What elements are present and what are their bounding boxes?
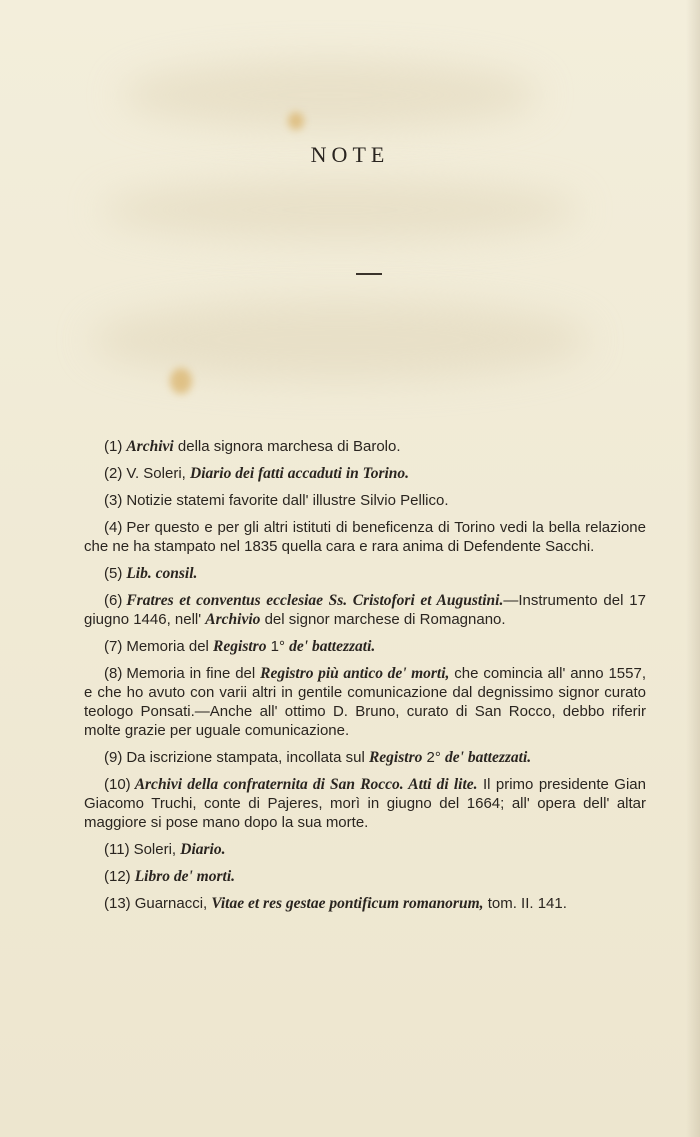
footnote-text: Guarnacci, [134,895,212,912]
footnote-8 [84,664,646,740]
footnote-italic-text: Diario dei fatti accaduti in Torino. [190,465,410,482]
page-title: NOTE [310,142,390,167]
footnote-number: (13) [104,895,131,912]
paper-stain [288,112,304,130]
footnote-11 [84,840,646,859]
footnote-5 [84,564,646,583]
footnote-text: 2° [422,749,446,766]
footnote-text: che comincia all' anno 1557, e che ho avuto con varii altri in gentile comunicazione dal degnissimo signor curato teologo Ponsati.—Anche all' ottimo D. Bruno, curato di San Rocco, debbo riferir molte grazie per uguale comunicazione. [84,665,646,739]
footnote-number: (2) [104,465,123,482]
footnote-number: (3) [104,492,123,509]
bleed-through-shadow [100,180,580,240]
footnote-12 [84,867,646,886]
footnote-1 [84,437,646,456]
footnote-2 [84,464,646,483]
footnote-7 [84,637,646,656]
bleed-through-shadow [90,300,590,380]
footnote-9 [84,748,646,767]
footnote-text: V. Soleri, [126,465,190,482]
footnote-italic-text: Libro de' morti. [134,868,236,885]
footnote-4 [84,518,646,556]
footnote-number: (9) [104,749,123,766]
footnote-number: (1) [104,438,123,455]
footnote-number: (6) [104,592,123,609]
footnote-number: (7) [104,638,123,655]
separator-rule [356,273,382,275]
footnote-text: Da iscrizione stampata, incollata sul [126,749,369,766]
footnote-3 [84,491,646,510]
footnote-italic-text: Registro [213,638,267,655]
footnote-italic-text: Diario. [180,841,226,858]
footnote-number: (8) [104,665,123,682]
footnote-number: (11) [104,841,130,858]
footnote-number: (10) [104,776,131,793]
notes-list [84,437,646,921]
footnote-number: (5) [104,565,123,582]
footnote-text: 1° [266,638,290,655]
page-edge-shadow [686,0,700,1137]
footnote-text: Memoria del [126,638,214,655]
footnote-10 [84,775,646,832]
footnote-italic-text: de' battezzati. [445,749,532,766]
footnote-italic-text: Archivio [205,611,261,628]
footnote-text: Soleri, [133,841,181,858]
footnote-italic-text: de' battezzati. [289,638,376,655]
footnote-text: tom. II. 141. [483,895,567,912]
bleed-through-shadow [120,60,540,130]
footnote-text: —Instrumento del 17 giugno 1446, nell' [84,592,646,628]
footnote-text: Notizie statemi favorite dall' illustre Silvio Pellico. [126,492,449,509]
footnote-text: della signora marchesa di Barolo. [173,438,401,455]
footnote-text: Per questo e per gli altri istituti di beneficenza di Torino vedi la bella relazione che ne ha stampato nel 1835 quella cara e rara anima di Defendente Sacchi. [84,519,646,555]
footnote-italic-text: Registro più antico de' morti, [260,665,450,682]
footnote-13 [84,894,646,913]
footnote-number: (4) [104,519,123,536]
paper-stain [170,368,192,394]
footnote-italic-text: Archivi della confraternita di San Rocco. Atti di lite. [134,776,478,793]
footnote-text: Memoria in fine del [126,665,261,682]
footnote-number: (12) [104,868,131,885]
footnote-italic-text: Archivi [126,438,174,455]
footnote-italic-text: Lib. consil. [126,565,198,582]
footnote-6 [84,591,646,629]
footnote-text: del signor marchese di Romagnano. [260,611,506,628]
footnote-italic-text: Vitae et res gestae pontificum romanorum, [211,895,484,912]
footnote-italic-text: Fratres et conventus ecclesiae Ss. Cristofori et Augustini. [126,592,504,609]
footnote-text: Il primo presidente Gian Giacomo Truchi, conte di Pajeres, morì in giugno del 1664; all' opera dell' altar maggiore si pose mano dopo la sua morte. [84,776,646,831]
footnote-italic-text: Registro [368,749,423,766]
